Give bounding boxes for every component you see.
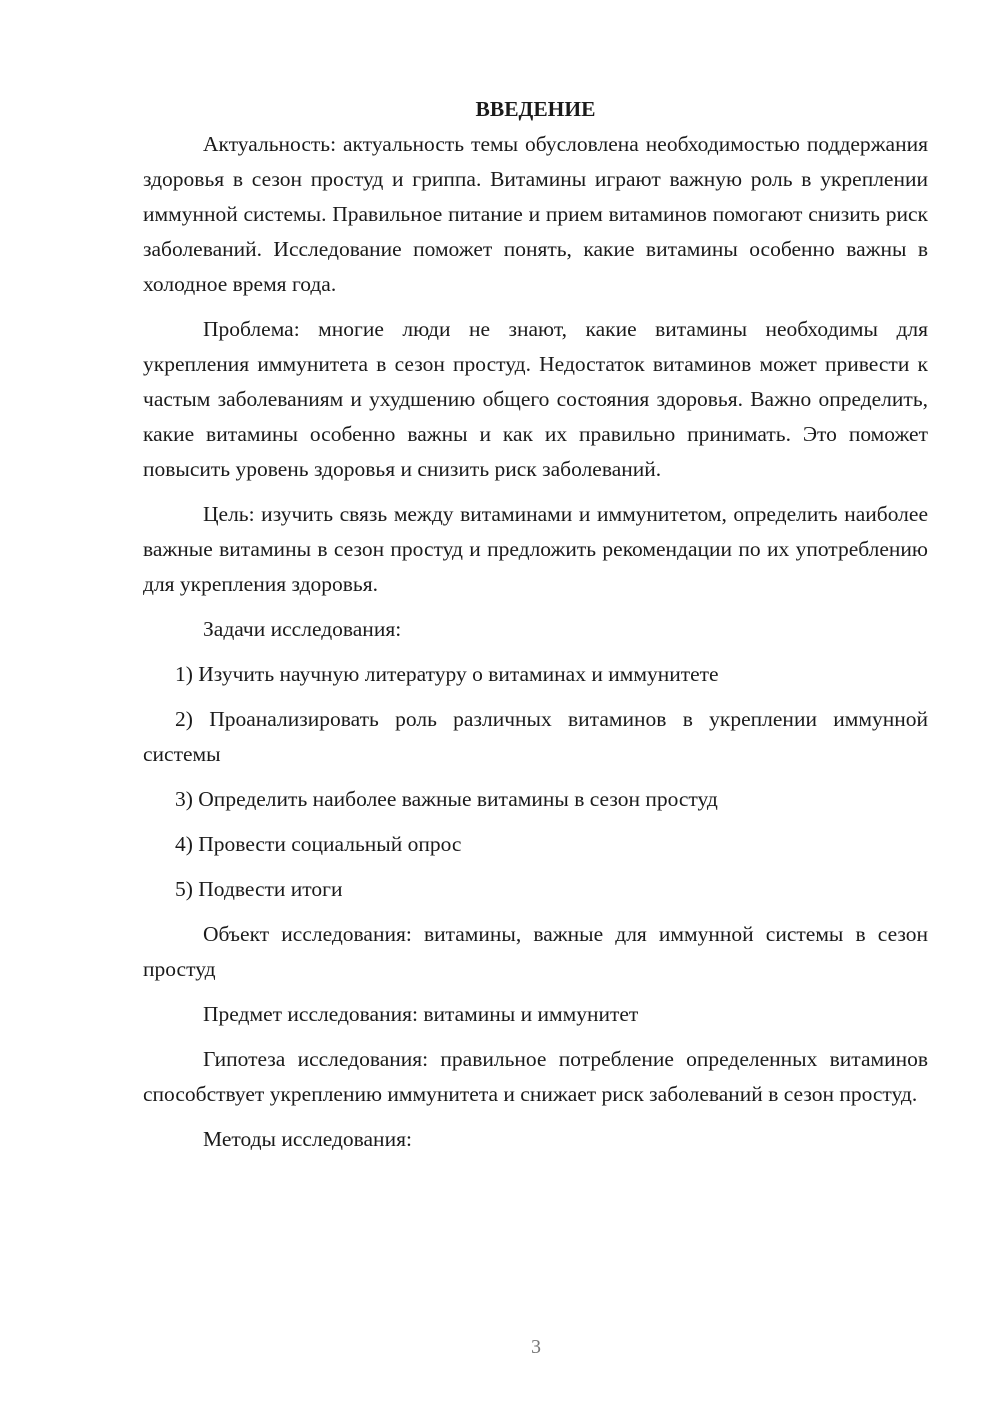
page-content (143, 92, 928, 1157)
task-item: 4) Провести социальный опрос (175, 832, 462, 856)
task-item: 3) Определить наиболее важные витамины в сезон простуд (175, 787, 718, 811)
paragraph-problem: Проблема: многие люди не знают, какие витамины необходимы для укрепления иммунитета в сезон простуд. Недостаток витаминов может привести к частым заболеваниям и ухудшению общего состояния здоровья. Важно определить, какие витамины особенно важны и как их правильно принимать. Это поможет повысить уровень здоровья и снизить риск заболеваний. (143, 317, 928, 481)
page-number: 3 (531, 1336, 541, 1358)
task-item: 2) Проанализировать роль различных витаминов в укреплении иммунной системы (143, 707, 928, 766)
paragraph-goal: Цель: изучить связь между витаминами и иммунитетом, определить наиболее важные витамины в сезон простуд и предложить рекомендации по их употреблению для укрепления здоровья. (143, 502, 928, 596)
paragraph-subject: Предмет исследования: витамины и иммунитет (203, 1002, 639, 1026)
page-title: ВВЕДЕНИЕ (475, 97, 596, 121)
paragraph-relevance: Актуальность: актуальность темы обусловлена необходимостью поддержания здоровья в сезон простуд и гриппа. Витамины играют важную роль в укреплении иммунной системы. Правильное питание и прием витаминов помогают снизить риск заболеваний. Исследование поможет понять, какие витамины особенно важны в холодное время года. (143, 132, 928, 296)
paragraph-object: Объект исследования: витамины, важные для иммунной системы в сезон простуд (143, 922, 928, 981)
task-item: 1) Изучить научную литературу о витаминах и иммунитете (175, 662, 719, 686)
tasks-heading: Задачи исследования: (203, 617, 402, 641)
methods-heading: Методы исследования: (203, 1127, 412, 1151)
task-item: 5) Подвести итоги (175, 877, 343, 901)
paragraph-hypothesis: Гипотеза исследования: правильное потребление определенных витаминов способствует укреплению иммунитета и снижает риск заболеваний в сезон простуд. (143, 1047, 928, 1106)
